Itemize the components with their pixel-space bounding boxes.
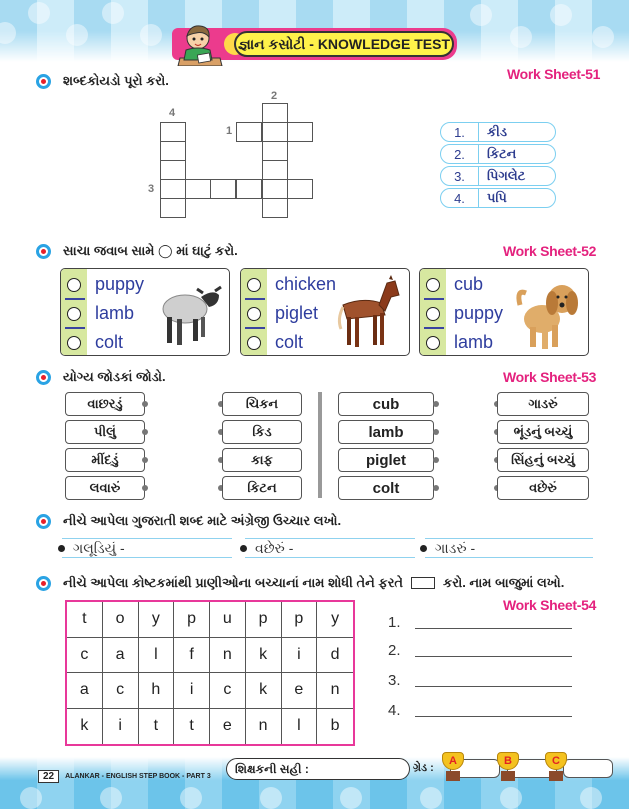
circle-box-icon	[411, 577, 435, 589]
crossword-cell[interactable]	[210, 179, 236, 199]
writing-guide-line	[62, 538, 232, 539]
puppy-image	[512, 275, 582, 351]
answer-number: 3.	[388, 672, 401, 689]
match-item-left[interactable]: colt	[338, 476, 434, 500]
teacher-signature-field[interactable]	[226, 758, 410, 780]
word-search-cell[interactable]: h	[139, 673, 175, 709]
match-item-right[interactable]: કિડ	[222, 420, 302, 444]
crossword-cell[interactable]	[262, 141, 288, 161]
instruction-text: નીચે આપેલા કોષ્ટકમાંથી પ્રાણીઓના બચ્ચાનાં નામ શોધી તેને ફરતે	[63, 575, 404, 590]
match-item-left[interactable]: લવારું	[65, 476, 145, 500]
clue-word: પિગલેટ	[487, 168, 526, 183]
match-dot[interactable]	[142, 485, 148, 491]
match-item-left[interactable]: વાછરડું	[65, 392, 145, 416]
crossword-number: 3	[148, 183, 155, 195]
option-label: chicken	[275, 274, 337, 294]
crossword-cell[interactable]	[236, 122, 262, 142]
radio-circle[interactable]	[67, 278, 81, 292]
answer-number: 2.	[388, 642, 401, 659]
word-search-cell[interactable]: y	[317, 602, 353, 638]
match-item-right[interactable]: કિટન	[222, 476, 302, 500]
pronunciation-item[interactable]	[58, 540, 125, 557]
radio-circle[interactable]	[247, 307, 261, 321]
match-item-right[interactable]: ગાડરું	[497, 392, 589, 416]
crossword-cell[interactable]	[287, 179, 313, 199]
match-item-right[interactable]: વછેરું	[497, 476, 589, 500]
match-dot[interactable]	[433, 429, 439, 435]
match-dot[interactable]	[433, 485, 439, 491]
writing-guide-line	[245, 538, 415, 539]
crossword-number: 2	[271, 90, 278, 102]
option-label: colt	[275, 332, 304, 352]
instruction-text: શબ્દકોયડો પૂરો કરો.	[63, 73, 169, 88]
grade-letter: C	[545, 752, 567, 770]
crossword-cell[interactable]	[160, 141, 186, 161]
decor-dot	[66, 24, 88, 46]
instruction-text: નીચે આપેલા ગુજરાતી શબ્દ માટે અંગ્રેજી ઉચ્ચાર લખો.	[63, 513, 342, 528]
option-label: lamb	[454, 332, 494, 352]
word-search-cell[interactable]: l	[139, 638, 175, 674]
choice-card	[419, 268, 589, 356]
word-search-cell[interactable]: p	[246, 602, 282, 638]
radio-circle[interactable]	[247, 336, 261, 350]
crossword-cell[interactable]	[160, 179, 186, 199]
crossword-cell[interactable]	[236, 179, 262, 199]
grade-letter: B	[497, 752, 519, 770]
clue-number: 4.	[441, 189, 479, 207]
crossword-cell[interactable]	[262, 103, 288, 123]
word-search-cell[interactable]: k	[246, 673, 282, 709]
decor-dot	[140, 24, 162, 46]
answer-number: 4.	[388, 702, 401, 719]
decor-dot	[580, 787, 602, 809]
lamb-image	[153, 275, 223, 351]
answer-underline[interactable]	[415, 686, 572, 687]
pronunciation-item[interactable]	[240, 540, 293, 557]
clue-number: 1.	[441, 123, 479, 141]
clue-word: કીડ	[487, 124, 508, 139]
page-footer	[38, 770, 211, 783]
crossword-number: 4	[169, 107, 176, 119]
answer-line[interactable]	[388, 672, 572, 689]
trophy-base	[549, 771, 563, 781]
grade-letter: A	[442, 752, 464, 770]
decor-dot	[592, 26, 614, 48]
match-dot[interactable]	[433, 457, 439, 463]
instruction-text: યોગ્ય જોડકાં જોડો.	[63, 369, 166, 384]
clue-item	[440, 166, 556, 186]
clue-word: કિટન	[487, 146, 517, 161]
pronunciation-item[interactable]	[420, 540, 475, 557]
crossword-cell[interactable]	[160, 198, 186, 218]
bullet-icon	[240, 545, 247, 552]
answer-underline[interactable]	[415, 628, 572, 629]
decor-dot	[28, 2, 50, 24]
page-number: 22	[38, 770, 59, 783]
word-search-cell[interactable]: k	[246, 638, 282, 674]
radio-circle[interactable]	[426, 278, 440, 292]
option-label: puppy	[95, 274, 145, 294]
option-label: cub	[454, 274, 484, 294]
word-search-cell[interactable]: u	[210, 602, 246, 638]
word-search-cell[interactable]: a	[103, 638, 139, 674]
worksheet-label: Work Sheet-53	[503, 369, 597, 385]
instruction-text: સાચા જવાબ સામે ◯ માં ઘાટું કરો.	[63, 243, 238, 258]
match-item-left[interactable]: piglet	[338, 448, 434, 472]
word-search-cell[interactable]: l	[282, 709, 318, 745]
instruction-choose	[36, 243, 238, 259]
trophy-base	[446, 771, 460, 781]
pronunciation-word: વછેરું -	[255, 540, 294, 556]
answer-line[interactable]	[388, 614, 572, 631]
word-search-cell[interactable]: c	[103, 673, 139, 709]
bullet-icon	[58, 545, 65, 552]
word-search-cell[interactable]: t	[139, 709, 175, 745]
crossword-number: 1	[226, 125, 233, 137]
target-bullet-icon	[36, 576, 51, 591]
decor-dot	[102, 2, 124, 24]
word-search-cell[interactable]: e	[282, 673, 318, 709]
answer-line[interactable]	[388, 702, 572, 719]
decor-dot	[340, 787, 362, 809]
target-bullet-icon	[36, 74, 51, 89]
signature-label: શિક્ષકની સહી :	[235, 761, 309, 776]
answer-line[interactable]	[388, 642, 572, 659]
grade-slot-c[interactable]	[563, 759, 613, 778]
page-title: જ્ઞાન કસોટી - KNOWLEDGE TEST	[234, 31, 454, 57]
crossword-cell[interactable]	[185, 179, 211, 199]
trophy-icon	[497, 752, 519, 782]
clue-word: પપિ	[487, 190, 507, 205]
trophy-base	[501, 771, 515, 781]
match-item-right[interactable]: ચિકન	[222, 392, 302, 416]
book-title: ALANKAR - ENGLISH STEP BOOK - PART 3	[65, 773, 211, 780]
writing-guide-line	[62, 557, 232, 558]
crossword-cell[interactable]	[160, 160, 186, 180]
target-bullet-icon	[36, 370, 51, 385]
match-item-left[interactable]: મીંદડું	[65, 448, 145, 472]
word-search-cell[interactable]: c	[210, 673, 246, 709]
target-bullet-icon	[36, 244, 51, 259]
bullet-icon	[420, 545, 427, 552]
word-search-cell[interactable]: d	[317, 638, 353, 674]
match-dot[interactable]	[142, 401, 148, 407]
match-item-left[interactable]: cub	[338, 392, 434, 416]
word-search-grid	[65, 600, 355, 746]
crossword-cell[interactable]	[160, 122, 186, 142]
word-search-cell[interactable]: n	[210, 638, 246, 674]
word-search-cell[interactable]: b	[330, 717, 340, 735]
writing-guide-line	[425, 538, 593, 539]
decor-dot	[470, 4, 492, 26]
decor-dot	[260, 787, 282, 809]
word-search-cell[interactable]: k	[67, 709, 103, 745]
word-search-cell[interactable]: t	[174, 709, 210, 745]
crossword-cell[interactable]	[262, 179, 288, 199]
crossword-cell[interactable]	[262, 160, 288, 180]
clue-item	[440, 188, 556, 208]
word-search-cell[interactable]: e	[210, 709, 246, 745]
pronunciation-word: ગલૂડિયું -	[73, 540, 125, 556]
clue-item	[440, 144, 556, 164]
word-search-cell[interactable]: i	[174, 673, 210, 709]
radio-circle[interactable]	[67, 336, 81, 350]
answer-number: 1.	[388, 614, 401, 631]
word-search-cell[interactable]: n	[317, 673, 353, 709]
instruction-crossword	[36, 73, 169, 89]
word-search-cell[interactable]: a	[67, 673, 103, 709]
instruction-match	[36, 369, 166, 385]
writing-guide-line	[245, 557, 415, 558]
crossword-cell[interactable]	[262, 122, 288, 142]
option-label: colt	[95, 332, 124, 352]
choice-card	[60, 268, 230, 356]
match-dot[interactable]	[142, 457, 148, 463]
clue-number: 2.	[441, 145, 479, 163]
option-label: puppy	[454, 303, 504, 323]
match-item-left[interactable]: પીલું	[65, 420, 145, 444]
decor-dot	[0, 22, 16, 44]
word-search-cell[interactable]: t	[67, 602, 103, 638]
decor-dot	[500, 787, 522, 809]
decor-dot	[20, 787, 42, 809]
worksheet-label: Work Sheet-54	[503, 597, 597, 613]
worksheet-label: Work Sheet-52	[503, 243, 597, 259]
section-divider	[318, 392, 322, 498]
word-search-cell[interactable]: c	[67, 638, 103, 674]
word-search-cell[interactable]: n	[246, 709, 282, 745]
match-dot[interactable]	[433, 401, 439, 407]
decor-dot	[180, 787, 202, 809]
match-item-left[interactable]: lamb	[338, 420, 434, 444]
clue-number: 3.	[441, 167, 479, 185]
worksheet-label: Work Sheet-51	[507, 66, 601, 82]
radio-circle[interactable]	[67, 307, 81, 321]
word-search-cell[interactable]: y	[139, 602, 175, 638]
horse-image	[333, 275, 403, 351]
target-bullet-icon	[36, 514, 51, 529]
trophy-icon	[442, 752, 464, 782]
answer-underline[interactable]	[415, 716, 572, 717]
match-item-right[interactable]: ભૂંડનું બચ્ચું	[497, 420, 589, 444]
header-banner	[172, 22, 457, 66]
match-dot[interactable]	[142, 429, 148, 435]
radio-circle[interactable]	[247, 278, 261, 292]
word-search-cell[interactable]: p	[174, 602, 210, 638]
instruction-wordsearch	[36, 575, 564, 591]
decor-dot	[420, 787, 442, 809]
choice-card	[240, 268, 410, 356]
answer-underline[interactable]	[415, 656, 572, 657]
crossword-cell[interactable]	[262, 198, 288, 218]
trophy-icon	[545, 752, 567, 782]
radio-circle[interactable]	[426, 336, 440, 350]
instruction-pronunciation	[36, 513, 341, 529]
word-search-cell[interactable]: p	[282, 602, 318, 638]
clue-item	[440, 122, 556, 142]
word-search-cell[interactable]: f	[174, 638, 210, 674]
match-item-right[interactable]: સિંહનું બચ્ચું	[497, 448, 589, 472]
match-item-right[interactable]: કાફ	[222, 448, 302, 472]
decor-dot	[550, 4, 572, 26]
decor-dot	[100, 787, 122, 809]
option-label: lamb	[95, 303, 135, 323]
word-search-cell[interactable]: i	[282, 638, 318, 674]
decor-dot	[510, 26, 532, 48]
instruction-text: કરો. નામ બાજુમાં લખો.	[443, 575, 565, 590]
word-search-cell[interactable]: o	[103, 602, 139, 638]
option-label: piglet	[275, 303, 319, 323]
student-writing-icon	[174, 22, 226, 66]
grade-label: ગ્રેડ :	[413, 762, 434, 774]
crossword-cell[interactable]	[287, 122, 313, 142]
word-search-cell[interactable]: i	[103, 709, 139, 745]
radio-circle[interactable]	[426, 307, 440, 321]
pronunciation-word: ગાડરું -	[435, 540, 476, 556]
writing-guide-line	[425, 557, 593, 558]
